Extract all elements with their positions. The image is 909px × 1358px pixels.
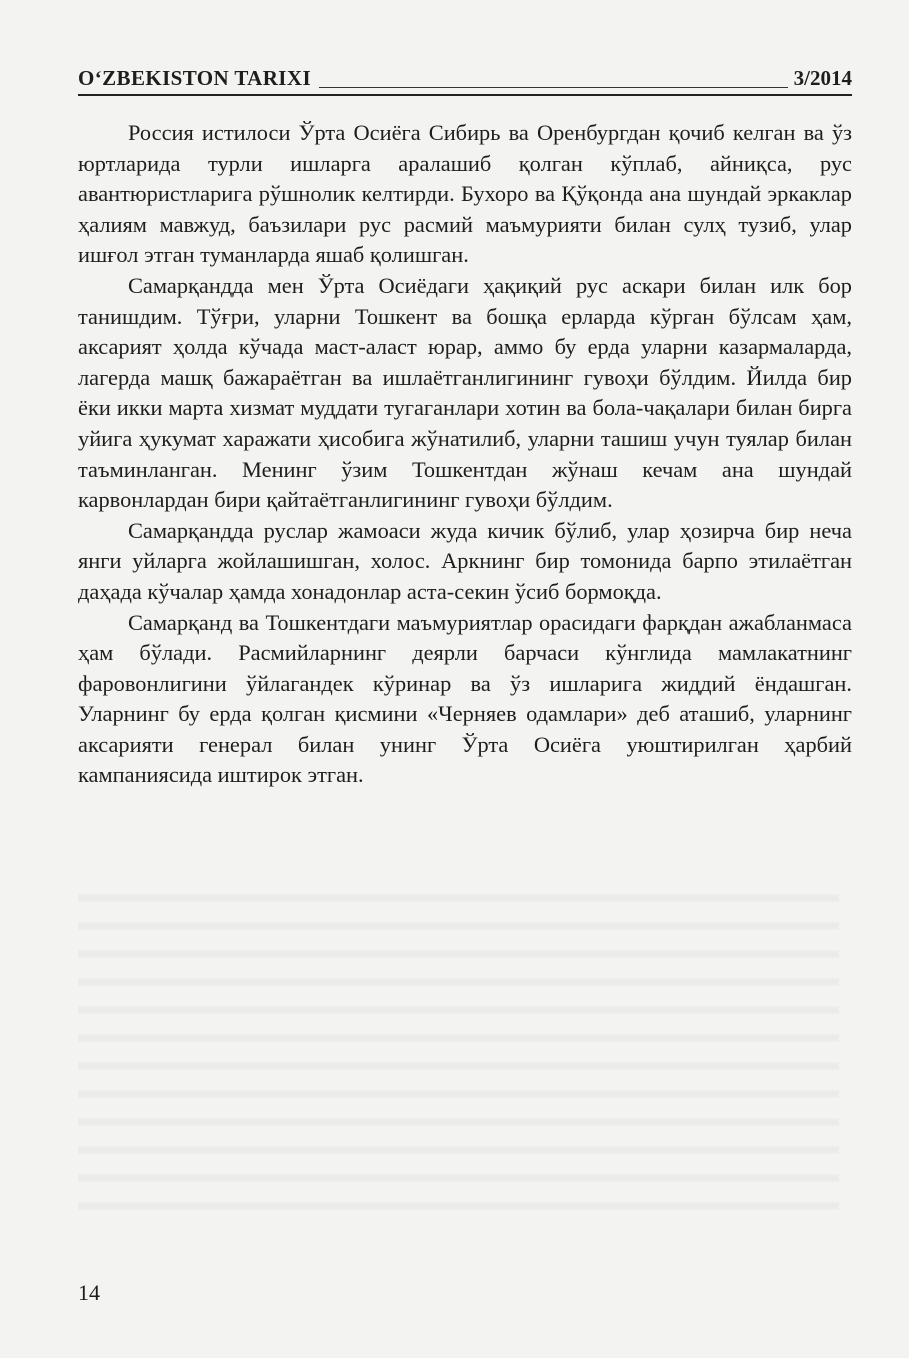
article-body (78, 118, 852, 791)
journal-title: O‘ZBEKISTON TARIXI (78, 66, 312, 90)
paragraph: Самарқандда мен Ўрта Осиёдаги ҳақиқий рус аскари билан илк бор танишдим. Тўғри, уларни Тошкент ва бошқа ерларда кўрган бўлсам ҳам, аксарият ҳолда кўчада маст-аласт юрар, аммо бу ерда уларни казармаларда, лагерда машқ бажараётган ва ишлаётганлигининг гувоҳи бўлдим. Йилда бир ёки икки марта хизмат муддати тугаганлари хотин ва бола-чақалари билан бирга уйига ҳукумат харажати ҳисобига жўнатилиб, уларни ташиш учун туялар билан таъминланган. Менинг ўзим Тошкентдан жўнаш кечам ана шундай карвонлардан бири қайтаётганлигининг гувоҳи бўлдим. (78, 272, 852, 513)
header-rule (319, 87, 788, 88)
issue-number: 3/2014 (793, 66, 852, 90)
running-header (78, 62, 852, 96)
page-number: 14 (78, 1280, 100, 1305)
paragraph: Самарқанд ва Тошкентдаги маъмуриятлар орасидаги фарқдан ажабланмаса ҳам бўлади. Расмийларнинг деярли барчаси кўнглида мамлакатнинг фаровонлигини ўйлагандек кўринар ва ўз ишларига жиддий ёндашган. Уларнинг бу ерда қолган қисмини «Черняев одамлари» деб аташиб, уларнинг аксарияти генерал билан унинг Ўрта Осиёга уюштирилган ҳарбий кампаниясида иштирок этган. (78, 609, 852, 788)
paragraph: Самарқандда руслар жамоаси жуда кичик бўлиб, улар ҳозирча бир неча янги уйларга жойлашишган, холос. Аркнинг бир томонида барпо этилаётган даҳада кўчалар ҳамда хонадонлар аста-секин ўсиб бормоқда. (78, 517, 852, 604)
paragraph: Россия истилоси Ўрта Осиёга Сибирь ва Оренбургдан қочиб келган ва ўз юртларида турли ишларга аралашиб қолган кўплаб, айниқса, рус авантюристларига рўшнолик келтирди. Бухоро ва Қўқонда ана шундай эркаклар ҳалиям мавжуд, баъзилари рус расмий маъмурияти билан сулҳ тузиб, улар ишғол этган туманларда яшаб қолишган. (78, 120, 852, 268)
show-through-background (78, 880, 839, 1230)
